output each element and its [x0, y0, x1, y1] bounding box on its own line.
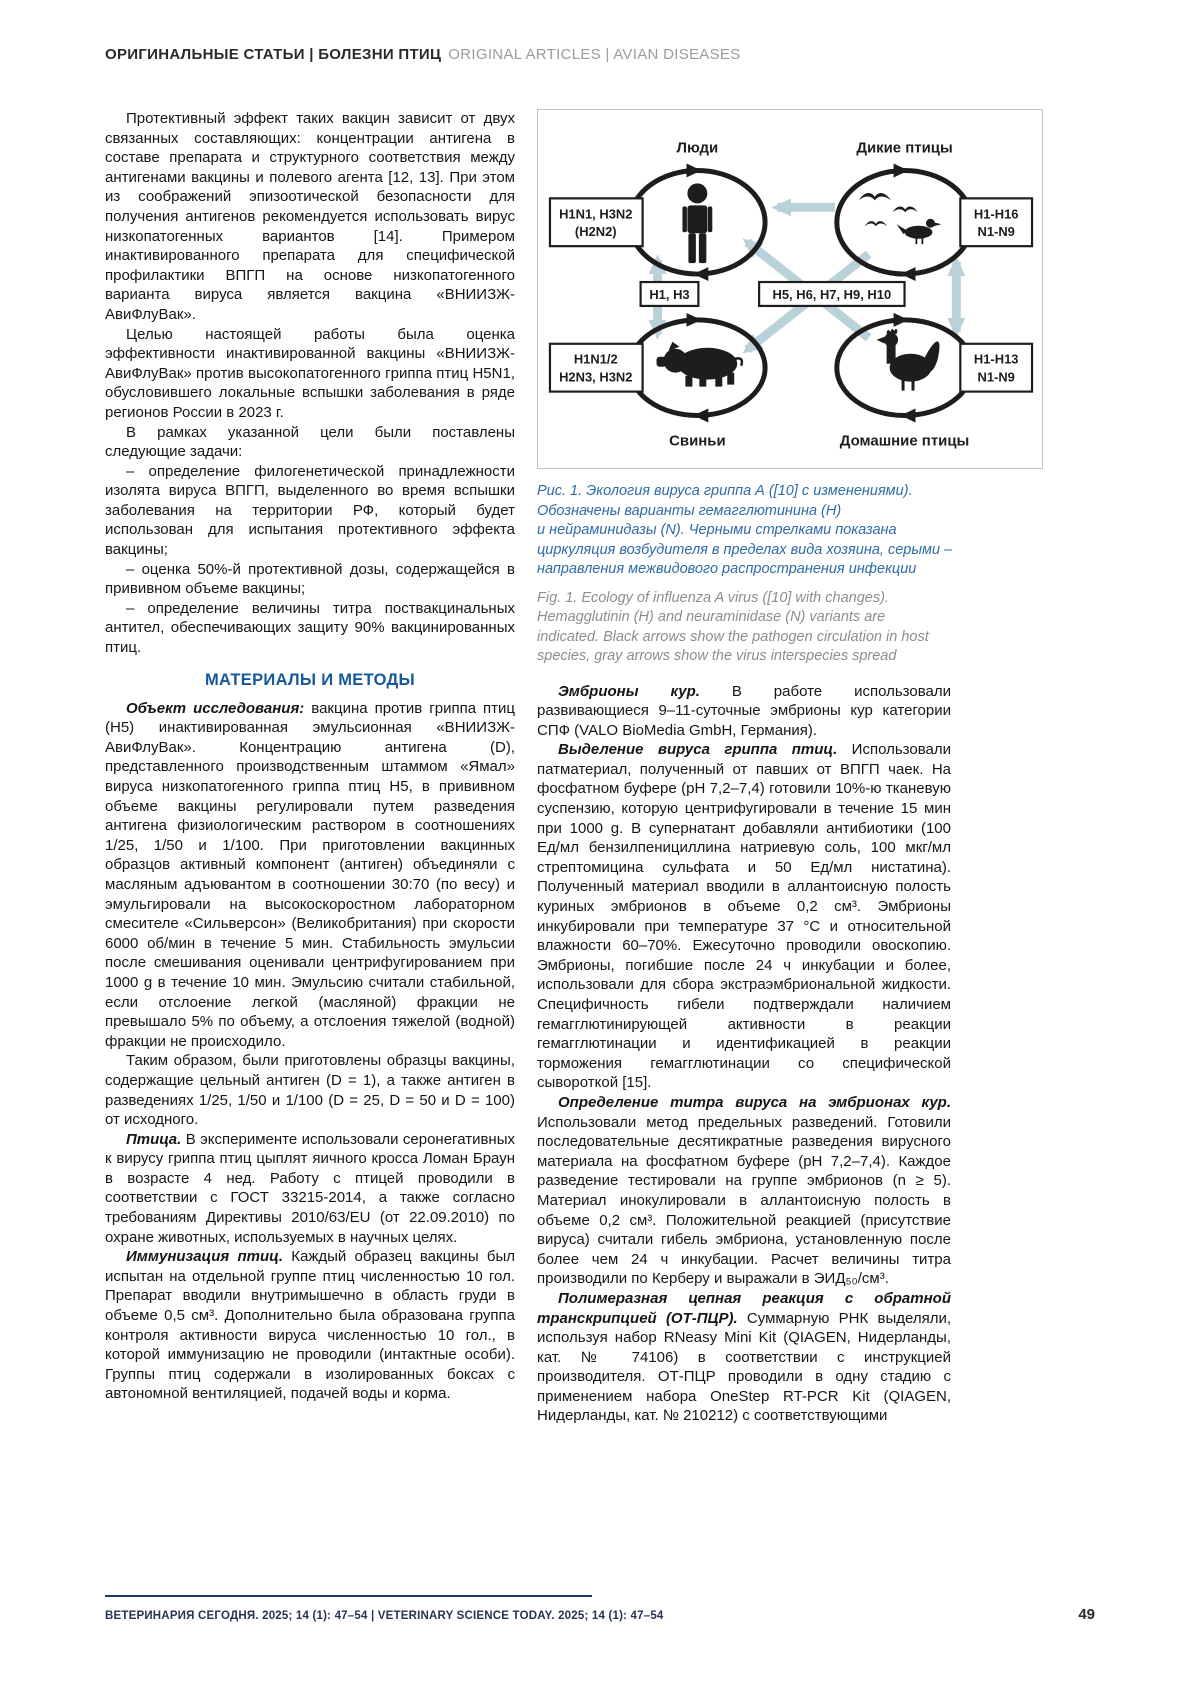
- page-footer: [105, 1595, 1095, 1624]
- page-number: 49: [1078, 1606, 1095, 1623]
- chicken-icon: [877, 329, 940, 391]
- run-in-heading: Эмбрионы кур.: [558, 682, 700, 700]
- paragraph-text: Целью настоящей работы была оценка эффективности инактивированной вакцины «ВНИИЗЖ-АвиФлуВак» против высокопатогенного гриппа птиц H5N1, обусловившего локальные вспышки заболевания в ряде регионов России в 2023 г.: [105, 325, 515, 421]
- list-item-dash: [105, 560, 515, 599]
- footer-citation: ВЕТЕРИНАРИЯ СЕГОДНЯ. 2025; 14 (1): 47–54 | VETERINARY SCIENCE TODAY. 2025; 14 (1): 47–54: [105, 1610, 664, 1622]
- paragraph: [105, 1247, 515, 1404]
- paragraph-text: Таким образом, были приготовлены образцы вакцины, содержащие цельный антиген (D = 1), а также антиген в разведениях 1/25, 1/50 и 1/100 (D = 25, D = 50 и D = 100) от исходного.: [105, 1052, 515, 1129]
- virus-label-wild-line1: H1-H16: [973, 206, 1019, 222]
- running-head: [105, 46, 1095, 63]
- figure-1: [537, 109, 1043, 469]
- right-column: [537, 109, 1045, 1426]
- node-label-wild-birds: Дикие птицы: [856, 139, 953, 157]
- paragraph-text: Использовали метод предельных разведений. Готовили последовательные десятикратные разведения вирусного материала на фосфатном буфере (pH 7,2–7,4). Каждое разведение тестировали на группе эмбрионов (n ≥ 5). Материал инокулировали в аллантоисную полость в объеме 0,2 см³. Положительной реакцией (присутствие вируса) считали гибель эмбриона, установленную после более чем 24 ч инкубации. Расчет величины титра производили по Керберу и выражали в ЭИД₅₀/см³.: [537, 1113, 951, 1288]
- node-label-humans: Люди: [676, 139, 719, 157]
- paragraph-text: вакцина против гриппа птиц (H5) инактивированная эмульсионная «ВНИИЗЖ-АвиФлуВак». Концентрацию антигена (D), представленного производственным штаммом «Ямал» вируса низкопатогенного гриппа птиц H5, в прививном объеме вакцины регулировали путем разведения антигена физиологическим раствором в соотношениях 1/25, 1/50 и 1/100. При приготовлении вакцинных образцов активный компонент (антиген) объединяли с масляным адъювантом в соотношении 30:70 (по весу) и эмульгировали на высокоскоростном лабораторном смесителе «Сильверсон» (Великобритания) при скорости 6000 об/мин в течение 5 мин. Стабильность эмульсии после смешивания оценивали центрифугированием при 1000 g в течение 10 мин. Эмульсию считали стабильной, если отслоение легкой (масляной) фракции не превышало 5% по объему, а отслоения тяжелой (водной) фракции не происходило.: [105, 699, 515, 1050]
- section-heading-materials-methods: МАТЕРИАЛЫ И МЕТОДЫ: [204, 670, 415, 689]
- paragraph-text: Суммарную РНК выделяли, используя набор RNeasy Mini Kit (QIAGEN, Нидерланды, кат. № 74106) в соответствии с инструкцией производителя. ОТ-ПЦР проводили в одну стадию с применением набора OneStep RT-PCR Kit (QIAGEN, Нидерланды, кат. № 210212) с соответствующими: [537, 1309, 951, 1425]
- run-in-heading: Определение титра вируса на эмбрионах кур.: [558, 1093, 951, 1111]
- paragraph: [105, 699, 515, 1052]
- paragraph-text: Протективный эффект таких вакцин зависит от двух связанных составляющих: концентрации антигена в составе препарата и структурного соответствия между антигенами вакцины и полевого агента [12, 13]. При этом из соображений эпизоотической безопасности для получения антигенов рекомендуется использовать вирус низкопатогенных вариантов [14]. Примером инактивированного препарата для специфической профилактики ВПГП на основе низкопатогенного варианта вируса является вакцина «ВНИИЗЖ-АвиФлуВак».: [105, 110, 515, 323]
- paragraph-text: Каждый образец вакцины был испытан на отдельной группе птиц численностью 10 гол. Препарат вводили внутримышечно в область груди в объеме 0,5 см³. Дополнительно была образована группа контроля активности вируса численностью 10 гол., в которой иммунизацию не проводили (интактные особи). Группы птиц содержали в изолированных боксах с автономной вентиляцией, подачей воды и корма.: [105, 1248, 515, 1403]
- run-in-heading: Выделение вируса гриппа птиц.: [558, 741, 838, 759]
- virus-label-domestic-line1: H1-H13: [973, 351, 1019, 367]
- transfer-label-h1h3: H1, H3: [649, 286, 690, 302]
- run-in-heading: Иммунизация птиц.: [126, 1248, 283, 1266]
- paragraph: [537, 740, 951, 1093]
- figure-caption-ru: Рис. 1. Экология вируса гриппа А ([10] с изменениями). Обозначены варианты гемагглютинина (H) и нейраминидазы (N). Черными стрелками показана циркуляция возбудителя в пределах вида хозяина, серыми – направления межвидового распространения инфекции: [537, 483, 953, 577]
- virus-label-humans-line1: H1N1, H3N2: [559, 206, 633, 222]
- paragraph-text: – определение величины титра поствакцинальных антител, обеспечивающих защиту 90% вакцинированных птиц.: [105, 599, 515, 657]
- virus-label-pigs-line2: H2N3, H3N2: [559, 369, 633, 385]
- list-item-dash: [105, 462, 515, 560]
- paragraph: [537, 1093, 951, 1289]
- page-content: [105, 109, 1095, 1426]
- paragraph: [105, 1130, 515, 1248]
- run-in-heading: Объект исследования:: [126, 699, 305, 717]
- circulation-oval-humans: [697, 170, 765, 274]
- virus-label-humans-line2: (H2N2): [574, 224, 617, 240]
- running-head-ru: ОРИГИНАЛЬНЫЕ СТАТЬИ | БОЛЕЗНИ ПТИЦ: [105, 46, 442, 63]
- paragraph-text: Использовали патматериал, полученный от павших от ВПГП чаек. На фосфатном буфере (pH 7,2–7,4) готовили 10%-ю тканевую суспензию, которую центрифугировали в течение 15 мин при 1000 g. В супернатант добавляли антибиотики (100 Ед/мл бензилпенициллина натриевую соль, 100 мкг/мл стрептомицина сульфата и 50 Ед/мл нистатина). Полученный материал вводили в аллантоисную полость куриных эмбрионов в объеме 0,2 см³. Эмбрионы инкубировали при температуре 37 °C и относительной влажности 60–70%. Ежесуточно проводили овоскопию. Эмбрионы, погибшие после 24 ч инкубации и более, использовали для сбора экстраэмбриональной жидкости. Специфичность гибели подтверждали наличием гемагглютинирующей активности в реакции гемагглютинации и идентификацией в реакции торможения гемагглютинации со специфической сывороткой [15].: [537, 741, 951, 1092]
- virus-label-domestic-line2: N1-N9: [977, 369, 1015, 385]
- paragraph-text: – определение филогенетической принадлежности изолята вируса ВПГП, выделенного во время вспышки заболевания на территории РФ, который будет использован для испытания протективного эффекта вакцины;: [105, 462, 515, 559]
- run-in-heading: Птица.: [126, 1130, 182, 1148]
- virus-label-pigs-line1: H1N1/2: [573, 351, 618, 367]
- influenza-ecology-diagram: [538, 110, 1042, 468]
- list-item-dash: [105, 599, 515, 658]
- paragraph-text: В эксперименте использовали серонегативных к вирусу гриппа птиц цыплят яичного кросса Ломан Браун в возрасте 4 нед. Работу с птицей проводили в соответствии с ГОСТ 33215-2014, а также согласно требованиям Директивы 2010/63/EU (от 22.09.2010) по охране животных, используемых в научных целях.: [105, 1130, 515, 1246]
- paragraph-text: В рамках указанной цели были поставлены следующие задачи:: [105, 423, 515, 461]
- paragraph: [105, 423, 515, 462]
- paragraph: [105, 325, 515, 423]
- left-column: [105, 109, 515, 1404]
- transfer-label-center: H5, H6, H7, H9, H10: [772, 286, 892, 302]
- person-icon: [682, 183, 712, 263]
- paragraph: [105, 1051, 515, 1129]
- run-in-heading: Полимеразная цепная реакция с обратной транскрипцией (ОТ-ПЦР).: [537, 1289, 951, 1327]
- running-head-en: ORIGINAL ARTICLES | AVIAN DISEASES: [448, 46, 741, 63]
- paragraph: [105, 109, 515, 325]
- node-label-pigs: Свиньи: [669, 432, 726, 450]
- footer-rule: [105, 1595, 592, 1598]
- wild-birds-icon: [859, 193, 942, 244]
- paragraph-text: – оценка 50%-й протективной дозы, содержащейся в прививном объеме вакцины;: [105, 560, 515, 598]
- node-label-domestic-birds: Домашние птицы: [839, 432, 970, 450]
- pig-icon: [657, 342, 742, 387]
- virus-label-wild-line2: N1-N9: [977, 224, 1015, 240]
- paragraph: [537, 1289, 951, 1426]
- paragraph-text: В работе использовали развивающиеся 9–11-суточные эмбрионы кур категории СПФ (VALO BioMedia GmbH, Германия).: [537, 682, 951, 739]
- figure-caption-en: Fig. 1. Ecology of influenza A virus ([10] with changes). Hemagglutinin (H) and neuraminidase (N) variants are indicated. Black arrows show the pathogen circulation in host species, gray arrows show the virus interspecies spread: [537, 589, 929, 664]
- paragraph: [537, 682, 951, 741]
